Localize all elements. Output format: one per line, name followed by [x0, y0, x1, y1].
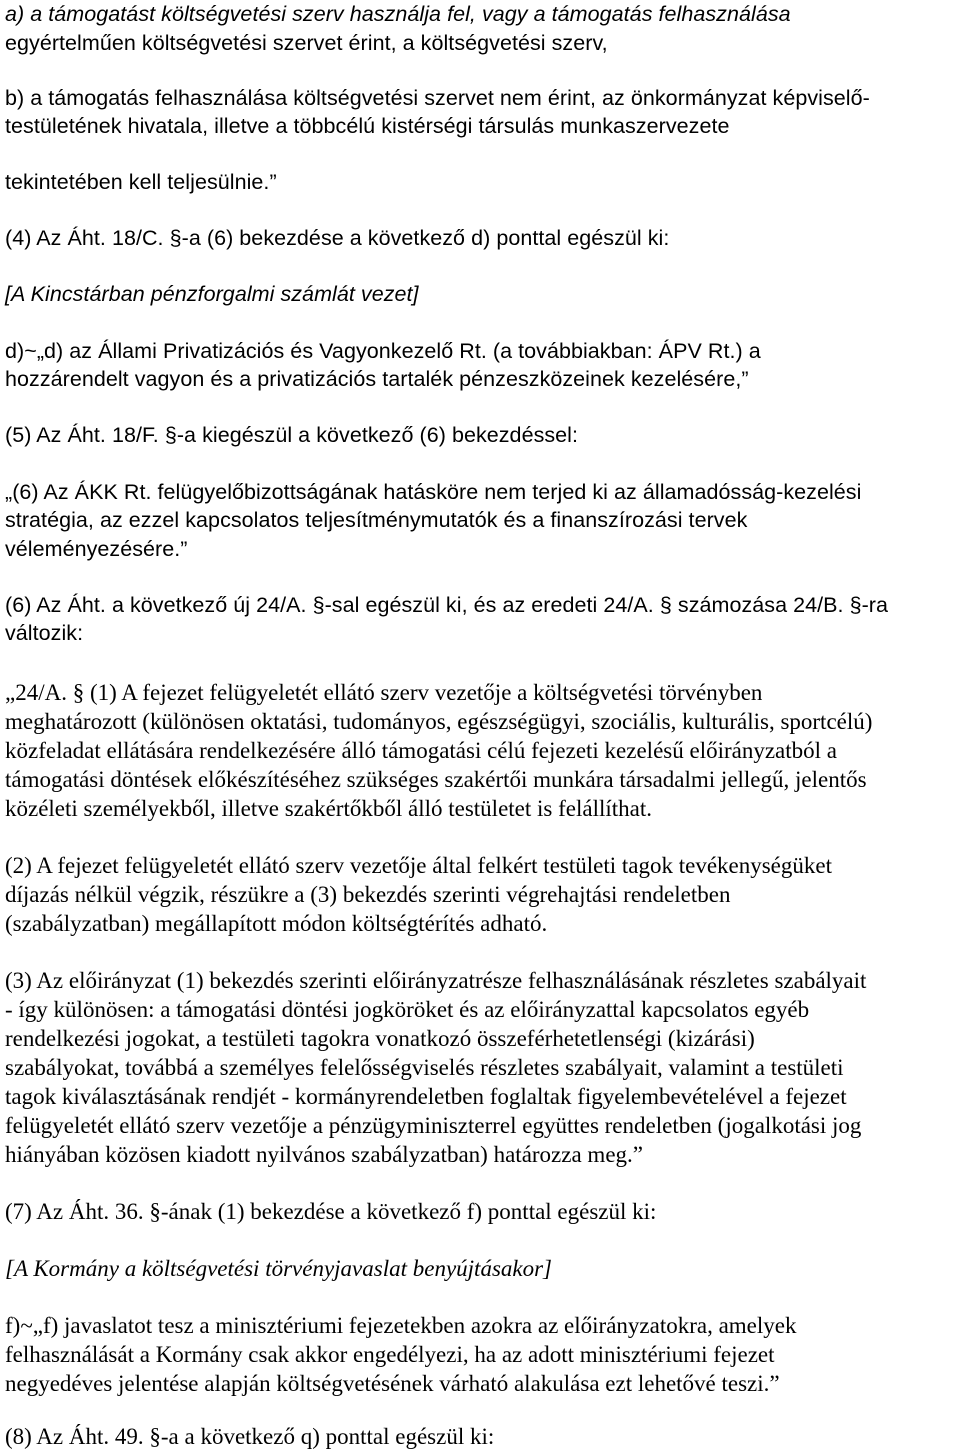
text-line: felügyeletét ellátó szerv vezetője a pénzügyminiszterrel együttes rendeletben (jogalkotási jog	[5, 1113, 862, 1138]
text-line: egyértelműen költségvetési szervet érint, a költségvetési szerv,	[5, 31, 608, 55]
text-line: tagok kiválasztásának rendjét - kormányrendeletben foglaltak figyelembevételével a fejezet	[5, 1084, 847, 1109]
text-line: meghatározott (különösen oktatási, tudományos, egészségügyi, szociális, kulturális, sportcélú)	[5, 709, 873, 734]
text-line: (7) Az Áht. 36. §-ának (1) bekezdése a következő f) ponttal egészül ki:	[5, 1199, 657, 1224]
text-line: (5) Az Áht. 18/F. §-a kiegészül a következő (6) bekezdéssel:	[5, 423, 579, 447]
text-line: (szabályzatban) megállapított módon költségtérítés adható.	[5, 911, 548, 936]
text-line: f)~„f) javaslatot tesz a minisztériumi fejezetekben azokra az előirányzatokra, amelyek	[5, 1313, 797, 1338]
text-line: - így különösen: a támogatási döntési jogköröket és az előirányzattal kapcsolatos egyéb	[5, 997, 810, 1022]
text-line: negyedéves jelentése alapján költségvetésének várható alakulása ezt lehetővé teszi.”	[5, 1371, 780, 1396]
text-line: közfeladat ellátására rendelkezésére álló támogatási célú fejezeti kezelésű előirányzatból a	[5, 738, 837, 763]
text-line: támogatási döntések előkészítéséhez szükséges szakértői munkára társadalmi jellegű, jelentős	[5, 767, 867, 792]
text-line: d)~„d) az Állami Privatizációs és Vagyonkezelő Rt. (a továbbiakban: ÁPV Rt.) a	[5, 339, 761, 363]
text-line: (3) Az előirányzat (1) bekezdés szerinti előirányzatrésze felhasználásának részletes szabályait	[5, 968, 867, 993]
text-line: stratégia, az ezzel kapcsolatos teljesítménymutatók és a finanszírozási tervek	[5, 508, 748, 532]
text-line: (8) Az Áht. 49. §-a a következő q) ponttal egészül ki:	[5, 1424, 495, 1449]
text-line: véleményezésére.”	[5, 537, 188, 561]
text-line: (4) Az Áht. 18/C. §-a (6) bekezdése a következő d) ponttal egészül ki:	[5, 226, 670, 250]
text-line: „(6) Az ÁKK Rt. felügyelőbizottságának hatásköre nem terjed ki az államadósság-kezelési	[5, 480, 862, 504]
text-line: b) a támogatás felhasználása költségvetési szervet nem érint, az önkormányzat képviselő-	[5, 86, 870, 110]
text-line: testületének hivatala, illetve a többcélú kistérségi társulás munkaszervezete	[5, 114, 730, 138]
text-line: rendelkezési jogokat, a testületi tagokra vonatkozó összeférhetetlenségi (kizárási)	[5, 1026, 755, 1051]
text-line: díjazás nélkül végzik, részükre a (3) bekezdés szerinti végrehajtási rendeletben	[5, 882, 731, 907]
text-line: változik:	[5, 621, 84, 645]
text-line: a) a támogatást költségvetési szerv használja fel, vagy a támogatás felhasználása	[5, 2, 791, 26]
text-line: (6) Az Áht. a következő új 24/A. §-sal egészül ki, és az eredeti 24/A. § számozása 24/B. §-ra	[5, 593, 889, 617]
text-line: „24/A. § (1) A fejezet felügyeletét ellátó szerv vezetője a költségvetési törvényben	[5, 680, 763, 705]
text-line: [A Kincstárban pénzforgalmi számlát vezet]	[5, 282, 419, 306]
text-line: szabályokat, továbbá a személyes felelősségviselés részletes szabályait, valamint a testületi	[5, 1055, 844, 1080]
text-line: (2) A fejezet felügyeletét ellátó szerv vezetője által felkért testületi tagok tevékenységüket	[5, 853, 832, 878]
text-line: [A Kormány a költségvetési törvényjavaslat benyújtásakor]	[5, 1256, 553, 1281]
text-line: tekintetében kell teljesülnie.”	[5, 170, 277, 194]
text-line: közéleti személyekből, illetve szakértőkből álló testületet is felállíthat.	[5, 796, 652, 821]
text-line: hiányában közösen kiadott nyilvános szabályzatban) határozza meg.”	[5, 1142, 643, 1167]
text-line: felhasználását a Kormány csak akkor engedélyezi, ha az adott minisztériumi fejezet	[5, 1342, 775, 1367]
text-line: hozzárendelt vagyon és a privatizációs tartalék pénzeszközeinek kezelésére,”	[5, 367, 749, 391]
